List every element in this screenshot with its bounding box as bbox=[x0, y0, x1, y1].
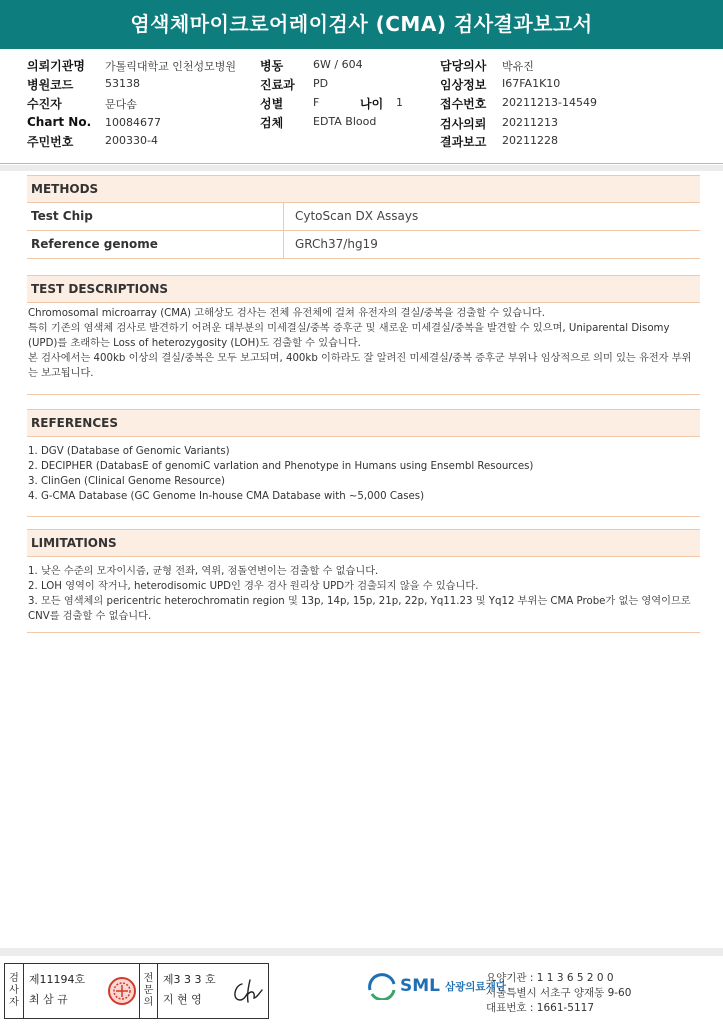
organization-logo bbox=[366, 972, 506, 1000]
specialist-license: 제3 3 3 호 bbox=[162, 973, 216, 986]
clinical-value: I67FA1K10 bbox=[502, 77, 561, 90]
side-char: 문 bbox=[143, 985, 154, 996]
methods-heading: METHODS bbox=[27, 175, 700, 203]
reported-value: 20211228 bbox=[502, 134, 558, 147]
limitations-body bbox=[27, 557, 700, 633]
separator bbox=[0, 165, 723, 171]
logo-text: SML bbox=[400, 976, 440, 996]
examiner-name: 최 삼 규 bbox=[28, 993, 68, 1006]
resident-label: 주민번호 bbox=[27, 135, 74, 149]
sex-label: 성별 bbox=[260, 97, 284, 111]
methods-row-label: Reference genome bbox=[27, 231, 284, 258]
description-line: Chromosomal microarray (CMA) 고해상도 검사는 전체 유전체에 걸쳐 유전자의 결실/중복을 검출할 수 있습니다. bbox=[28, 308, 545, 319]
side-char: 검 bbox=[9, 973, 19, 984]
sml-logo-icon bbox=[366, 972, 398, 1000]
methods-row-value: GRCh37/hg19 bbox=[295, 237, 378, 251]
ward-value: 6W / 604 bbox=[313, 58, 363, 71]
description-line: 본 검사에서는 400kb 이상의 결실/중복은 모두 보고되며, 400kb 이하라도 잘 알려진 미세결실/중복 증후군 부위나 임상적으로 의미 있는 유전자 부위는 보고됩니다. bbox=[28, 353, 692, 379]
organization-phone: 대표번호 : 1661-5117 bbox=[486, 1002, 595, 1014]
receipt-label: 접수번호 bbox=[440, 97, 487, 111]
examiner-license: 제11194호 bbox=[28, 973, 86, 986]
signature-block bbox=[4, 963, 269, 1019]
organization-code: 요양기관 : 1 1 3 6 5 2 0 0 bbox=[486, 972, 614, 984]
methods-section bbox=[27, 175, 700, 259]
requested-label: 검사의뢰 bbox=[440, 117, 487, 131]
resident-value: 200330-4 bbox=[105, 134, 158, 147]
descriptions-section bbox=[27, 275, 700, 395]
requested-value: 20211213 bbox=[502, 116, 558, 129]
side-char: 전 bbox=[143, 973, 154, 984]
methods-row bbox=[27, 231, 700, 259]
reference-line: 1. DGV (Database of Genomic Variants) bbox=[28, 446, 230, 457]
hospital-code-value: 53138 bbox=[105, 77, 140, 90]
methods-row-label: Test Chip bbox=[27, 203, 284, 230]
specialist-info bbox=[158, 964, 228, 1018]
receipt-value: 20211213-14549 bbox=[502, 96, 597, 109]
reference-line: 2. DECIPHER (DatabasE of genomiC varIation and Phenotype in Humans using Ensembl Resources) bbox=[28, 461, 534, 472]
examiner-info bbox=[24, 964, 105, 1018]
descriptions-heading: TEST DESCRIPTIONS bbox=[27, 275, 700, 303]
specimen-value: EDTA Blood bbox=[313, 115, 377, 128]
signature-mark bbox=[228, 964, 268, 1018]
chart-value: 10084677 bbox=[105, 116, 161, 129]
reference-line: 4. G-CMA Database (GC Genome In-house CMA Database with ~5,000 Cases) bbox=[28, 491, 425, 502]
report-title: 염색체마이크로어레이검사 (CMA) 검사결과보고서 bbox=[0, 0, 723, 49]
seal-icon bbox=[105, 964, 139, 1018]
age-label: 나이 bbox=[360, 97, 384, 111]
side-char: 자 bbox=[9, 997, 19, 1008]
side-char: 의 bbox=[143, 997, 154, 1008]
footer-separator bbox=[0, 948, 723, 956]
hospital-label: 의뢰기관명 bbox=[27, 59, 85, 73]
methods-row-value: CytoScan DX Assays bbox=[295, 209, 419, 223]
limitation-line: 1. 낮은 수준의 모자이시즘, 균형 전좌, 역위, 점돌연변이는 검출할 수 없습니다. bbox=[28, 566, 379, 577]
clinical-label: 임상정보 bbox=[440, 78, 487, 92]
reported-label: 결과보고 bbox=[440, 135, 487, 149]
examiner-side-label bbox=[5, 964, 24, 1018]
organization-address: 서울특별시 서초구 양재동 9-60 bbox=[486, 987, 632, 999]
doctor-value: 박유진 bbox=[502, 60, 534, 73]
references-heading: REFERENCES bbox=[27, 409, 700, 437]
recipient-label: 수진자 bbox=[27, 97, 62, 111]
limitation-line: 2. LOH 영역이 작거나, heterodisomic UPD인 경우 검사 원리상 UPD가 검출되지 않을 수 있습니다. bbox=[28, 581, 479, 592]
recipient-value: 문다솜 bbox=[105, 98, 137, 111]
chart-label: Chart No. bbox=[27, 115, 92, 129]
specialist-side-label bbox=[139, 964, 158, 1018]
dept-value: PD bbox=[313, 77, 329, 90]
limitations-heading: LIMITATIONS bbox=[27, 529, 700, 557]
sex-value: F bbox=[313, 96, 320, 109]
specialist-name: 지 현 영 bbox=[162, 993, 202, 1006]
dept-label: 진료과 bbox=[260, 78, 295, 92]
side-char: 사 bbox=[9, 985, 19, 996]
references-section bbox=[27, 409, 700, 517]
references-body bbox=[27, 437, 700, 517]
description-line: 특히 기존의 염색체 검사로 발견하기 어려운 대부분의 미세결실/중복 증후군 및 새로운 미세결실/중복을 발견할 수 있으며, Uniparental Disomy (UPD)를 초래하는 Loss of heterozygosity (LOH)도 검출할 수 있습니다. bbox=[28, 323, 670, 349]
limitation-line: 3. 모든 염색체의 pericentric heterochromatin region 및 13p, 14p, 15p, 21p, 22p, Yq11.23 및 Yq12 부위는 CMA Probe가 없는 영역이므로 CNV를 검출할 수 없습니다. bbox=[28, 596, 691, 622]
methods-row bbox=[27, 203, 700, 231]
organization-info bbox=[486, 971, 631, 1016]
limitations-section bbox=[27, 529, 700, 633]
specimen-label: 검체 bbox=[260, 116, 284, 130]
hospital-value: 가톨릭대학교 인천성모병원 bbox=[105, 60, 237, 73]
age-value: 1 bbox=[396, 96, 403, 109]
organization-name: 삼광의료재단 bbox=[445, 980, 506, 993]
ward-label: 병동 bbox=[260, 59, 284, 73]
doctor-label: 담당의사 bbox=[440, 59, 487, 73]
patient-info bbox=[0, 50, 723, 164]
descriptions-body bbox=[27, 303, 700, 395]
reference-line: 3. ClinGen (Clinical Genome Resource) bbox=[28, 476, 225, 487]
hospital-code-label: 병원코드 bbox=[27, 78, 74, 92]
